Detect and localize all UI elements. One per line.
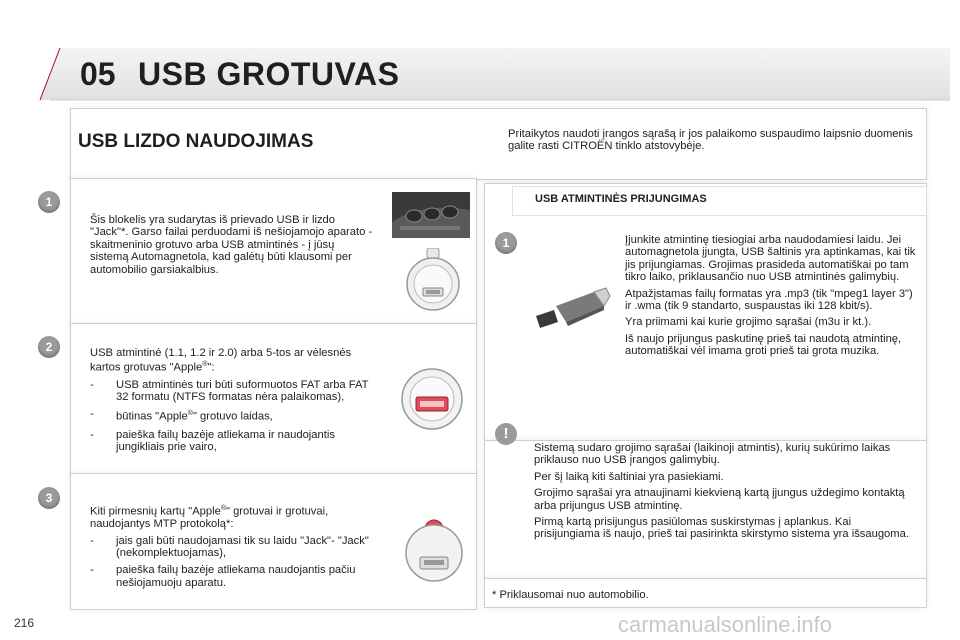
usb-instructions xyxy=(625,234,921,362)
list-item: - paieška failų bazėje atliekama ir naudojantis jungikliais prie vairo, xyxy=(90,429,375,454)
usb-section-heading: USB ATMINTINĖS PRIJUNGIMAS xyxy=(535,193,707,205)
step-badge-2: 2 xyxy=(38,336,60,358)
page-number: 216 xyxy=(14,616,35,630)
port-cover-illustration xyxy=(405,248,461,312)
warning-paragraph: Pirmą kartą prisijungus pasiūlomas suskirstymas į aplankus. Kai prisijungiama iš naujo, prieš tai pasirinkta skirstymo sistema yra išsaugoma. xyxy=(534,516,909,541)
usb-paragraph: Atpažįstamas failų formatas yra .mp3 (tik "mpeg1 layer 3") ir .wma (tik 9 standarto, suspaustas iki 128 kbit/s). xyxy=(625,287,913,313)
step-1-text: Šis blokelis yra sudarytas iš prievado USB ir lizdo "Jack"*. Garso failai perduodami iš nešiojamojo aparato - skaitmeninio grotuvo arba USB atmintinės - į jūsų sistemą Automagnetola, kad galėtų būti klausomi per automobilio garsiakalbius. xyxy=(90,214,373,276)
list-item: - paieška failų bazėje atliekama naudojantis pačiu nešiojamuoju aparatu. xyxy=(90,564,375,589)
jack-port-illustration xyxy=(404,513,464,583)
usb-port-illustration xyxy=(400,367,464,431)
list-item: - būtinas "Apple®" grotuvo laidas, xyxy=(90,408,375,423)
section-heading: USB LIZDO NAUDOJIMAS xyxy=(78,131,314,152)
footnote: * Priklausomai nuo automobilio. xyxy=(492,589,649,601)
step-3-intro: Kiti pirmesnių kartų "Apple®" grotuvai ir grotuvai, naudojantys MTP protokolą*: xyxy=(90,505,329,531)
step-3-block xyxy=(90,503,375,594)
step-2-intro: USB atmintinė (1.1, 1.2 ir 2.0) arba 5-tos ar vėlesnės kartos grotuvas "Apple®": xyxy=(90,347,352,375)
intro-note: Pritaikytos naudoti įrangos sąrašą ir jos palaikomo suspaudimo laipsnio duomenis galite rasti CITROËN tinklo atstovybėje. xyxy=(508,128,913,153)
warning-icon: ! xyxy=(495,423,517,445)
warning-paragraph: Per šį laiką kiti šaltiniai yra pasiekiami. xyxy=(534,470,724,483)
step-badge-3: 3 xyxy=(38,487,60,509)
watermark: carmanualsonline.info xyxy=(618,612,833,637)
list-item: - USB atmintinės turi būti suformuotos FAT arba FAT 32 formatu (NTFS formatas nėra palaikomas), xyxy=(90,379,375,404)
step-3-bullets xyxy=(90,535,375,590)
step-2-bullets xyxy=(90,379,375,454)
chapter-title: USB GROTUVAS xyxy=(138,56,400,92)
step-2-block xyxy=(90,347,375,458)
list-item: - jais gali būti naudojamasi tik su laidu "Jack"- "Jack" (nekomplektuojamas), xyxy=(90,535,375,560)
usb-paragraph: Yra priimami kai kurie grojimo sąrašai (m3u ir kt.). xyxy=(625,316,872,329)
console-photo-illustration xyxy=(392,192,470,238)
usb-step-badge: 1 xyxy=(495,232,517,254)
usb-paragraph: Iš naujo prijungus paskutinę prieš tai naudotą atmintinę, automatiškai vėl imama groti prieš tai grota muzika. xyxy=(625,332,902,358)
usb-paragraph: Įjunkite atmintinę tiesiogiai arba naudodamiesi laidu. Jei automagnetola įjungta, USB šaltinis yra aptinkamas, kai tik jis prijungiamas. Grojimas prasideda automatiškai po tam tikro laiko, priklausančio nuo USB atmintinės galimybių. xyxy=(625,234,916,284)
step-badge-1: 1 xyxy=(38,191,60,213)
chapter-number: 05 xyxy=(80,56,116,92)
warning-paragraph: Grojimo sąrašai yra atnaujinami kiekvieną kartą įjungus uždegimo kontaktą arba prijungus USB atmintinę. xyxy=(534,487,905,512)
usb-stick-illustration xyxy=(532,286,612,334)
warning-text xyxy=(534,442,919,545)
warning-paragraph: Sistemą sudaro grojimo sąrašai (laikinoji atmintis), kurių sukūrimo laikas priklauso nuo USB įrangos galimybių. xyxy=(534,442,891,467)
